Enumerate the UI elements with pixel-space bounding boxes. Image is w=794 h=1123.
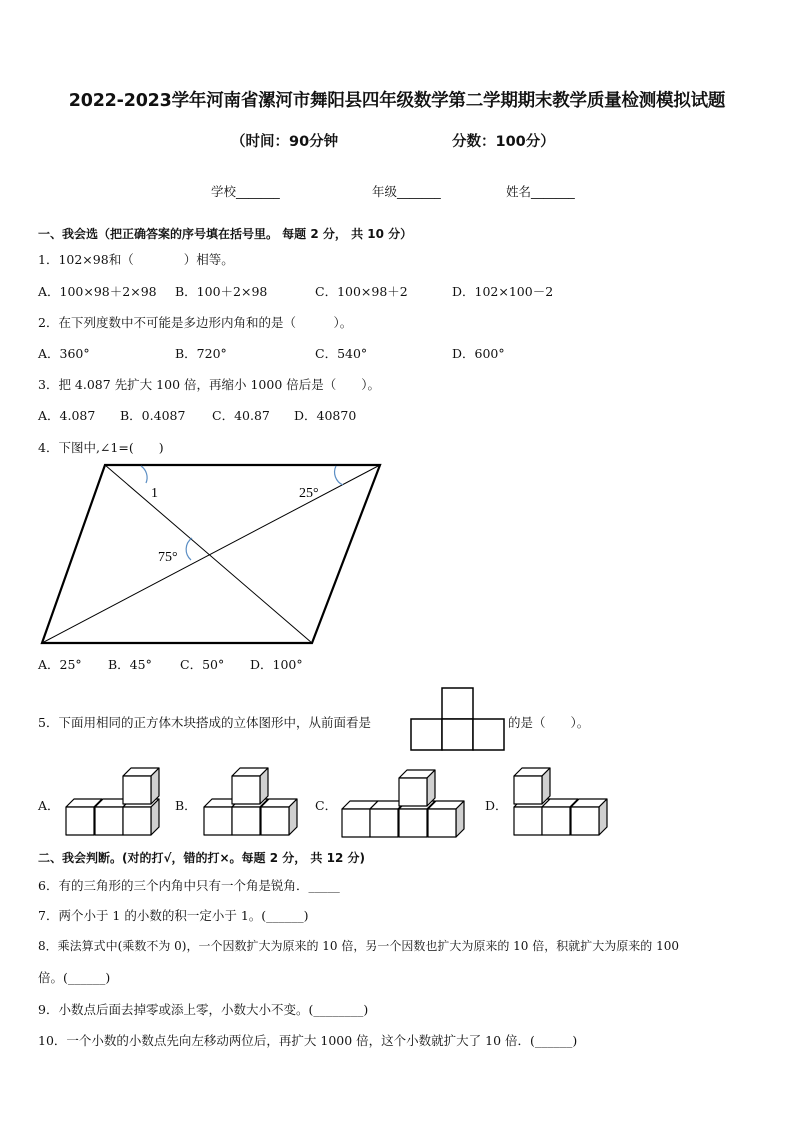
school-field[interactable]: 学校_______	[211, 184, 280, 199]
q5-option-a[interactable]: A．	[38, 798, 60, 813]
cube	[514, 768, 550, 804]
q3-option-b[interactable]: B．0.4087	[120, 408, 186, 423]
q4-option-a[interactable]: A．25°	[38, 657, 82, 672]
q1-option-b[interactable]: B．100＋2×98	[175, 284, 268, 299]
q1-option-d[interactable]: D．102×100－2	[452, 284, 554, 299]
angle-arc-75	[186, 538, 192, 560]
diagonal-2	[42, 465, 380, 643]
cube-figure-c	[336, 760, 471, 842]
angle-arc-1	[141, 466, 147, 483]
cube	[261, 799, 297, 835]
q2-option-d[interactable]: D．600°	[452, 346, 505, 361]
front-view-figure	[410, 686, 506, 752]
q2-option-a[interactable]: A．360°	[38, 346, 90, 361]
angle-label-1: 1	[151, 486, 158, 501]
q5-option-c[interactable]: C．	[315, 798, 338, 813]
question-8-line-1: 8．乘法算式中(乘数不为 0)，一个因数扩大为原来的 10 倍，另一个因数也扩大为原来的 10 倍，积就扩大为原来的 100	[38, 939, 679, 953]
exam-score: 分数：100分）	[452, 134, 555, 150]
question-10: 10．一个小数的小数点先向左移动两位后，再扩大 1000 倍，这个小数就扩大了 10 倍．(______)	[38, 1033, 578, 1048]
cube-figure-d	[508, 760, 614, 842]
section-2-heading: 二、我会判断。(对的打√，错的打×。每题 2 分， 共 12 分)	[38, 851, 365, 865]
parallelogram-figure	[36, 458, 388, 648]
question-5-text: 5．下面用相同的正方体木块搭成的立体图形中，从前面看是	[38, 715, 371, 730]
question-4: 4．下图中,∠1=( )	[38, 440, 164, 455]
q3-option-d[interactable]: D．40870	[294, 408, 357, 423]
cube	[428, 801, 464, 837]
q4-option-c[interactable]: C．50°	[180, 657, 225, 672]
question-1: 1．102×98和（ ）相等。	[38, 252, 234, 267]
q1-option-c[interactable]: C．100×98＋2	[315, 284, 408, 299]
cube	[399, 770, 435, 806]
question-6: 6．有的三角形的三个内角中只有一个角是锐角．_____	[38, 878, 340, 893]
cube	[123, 768, 159, 804]
q5-option-b[interactable]: B．	[175, 798, 197, 813]
grade-field[interactable]: 年级_______	[372, 184, 441, 199]
question-8-line-2: 倍。(______)	[38, 970, 111, 985]
q4-option-d[interactable]: D．100°	[250, 657, 303, 672]
q2-option-c[interactable]: C．540°	[315, 346, 368, 361]
page-title: 2022-2023学年河南省漯河市舞阳县四年级数学第二学期期末教学质量检测模拟试题	[68, 91, 726, 111]
q5-option-d[interactable]: D．	[485, 798, 508, 813]
q3-option-c[interactable]: C．40.87	[212, 408, 270, 423]
question-3: 3．把 4.087 先扩大 100 倍，再缩小 1000 倍后是（ ）。	[38, 377, 380, 392]
angle-arc-25	[335, 466, 343, 485]
question-9: 9．小数点后面去掉零或添上零，小数大小不变。(________)	[38, 1002, 369, 1017]
diagonal-1	[105, 465, 312, 643]
q2-option-b[interactable]: B．720°	[175, 346, 227, 361]
question-7: 7．两个小于 1 的小数的积一定小于 1。(______)	[38, 908, 309, 923]
exam-time: （时间：90分钟	[231, 134, 339, 150]
question-5-text-after: 的是（ ）。	[508, 715, 590, 730]
angle-label-75: 75°	[158, 550, 178, 565]
cube	[232, 768, 268, 804]
q3-option-a[interactable]: A．4.087	[38, 408, 96, 423]
cube	[571, 799, 607, 835]
q1-option-a[interactable]: A．100×98＋2×98	[38, 284, 157, 299]
question-2: 2．在下列度数中不可能是多边形内角和的是（ ）。	[38, 315, 353, 330]
name-field[interactable]: 姓名_______	[506, 184, 575, 199]
section-1-heading: 一、我会选（把正确答案的序号填在括号里。 每题 2 分， 共 10 分）	[38, 227, 413, 241]
cube-figure-a	[60, 760, 170, 842]
angle-label-25: 25°	[299, 486, 319, 501]
cube-figure-b	[198, 760, 313, 842]
q4-option-b[interactable]: B．45°	[108, 657, 152, 672]
